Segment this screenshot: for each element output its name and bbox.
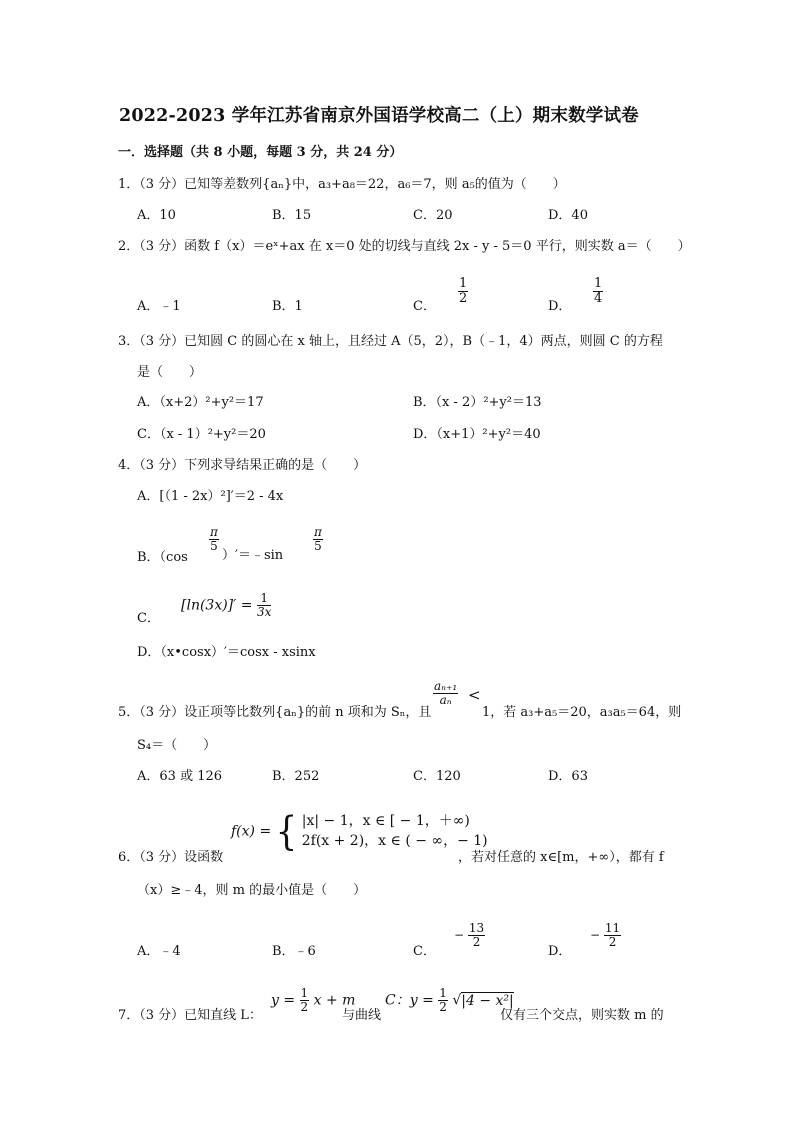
question-5-stem-line1-pre: 5．（3 分）设正项等比数列{aₙ}的前 n 项和为 Sₙ，且 [118,705,432,720]
q4-option-b[interactable]: B．（cos [137,550,188,565]
question-1-stem: 1．（3 分）已知等差数列{aₙ}中，a₃+a₈＝22，a₆＝7，则 a₅的值为（ ） [118,177,566,192]
q1-option-c[interactable]: C．20 [413,208,453,223]
q2-option-a[interactable]: A．﹣1 [137,299,181,314]
question-6-stem-line1-post: ，若对任意的 x∈[m，+∞），都有 f [458,850,664,865]
q1-option-a[interactable]: A．10 [137,208,176,223]
question-6-stem-line2: （x）≥﹣4，则 m 的最小值是（ ） [137,883,367,898]
q3-option-a[interactable]: A．（x+2）²+y²＝17 [137,395,264,410]
q7-curve-formula: C：y = $\frac{1}{2}$ √|4 − x²| [385,986,514,1015]
q6-option-d-fraction: − $\frac{11}{2}$ [590,921,621,950]
q3-option-c[interactable]: C．（x - 1）²+y²＝20 [137,427,266,442]
q4-option-b-mid: ）′＝﹣sin [222,548,284,563]
question-2-stem: 2．（3 分）函数 f（x）＝eˣ+ax 在 x＝0 处的切线与直线 2x - y - 5＝0 平行，则实数 a＝（ ） [118,239,691,254]
q5-ratio-fraction: $\frac{\text{aₙ₊₁}}{\text{aₙ}}$ [434,679,458,708]
section-heading: 一．选择题（共 8 小题，每题 3 分，共 24 分） [118,145,403,160]
q5-option-a[interactable]: A．63 或 126 [137,769,223,784]
q3-option-d[interactable]: D．（x+1）²+y²＝40 [413,427,541,442]
q1-option-b[interactable]: B．15 [272,208,312,223]
q2-option-c-fraction: $\frac{1}{2}$ [459,276,468,307]
q4-b-pi-fraction-2: $\frac{\pi}{5}$ [314,525,322,554]
q4-option-d[interactable]: D．（x•cosx）′＝cosx - xsinx [137,645,316,660]
question-5-stem-line2: S₄＝（ ） [137,738,217,753]
q5-option-c[interactable]: C．120 [413,769,461,784]
q5-less-than: < [468,686,481,704]
q5-option-b[interactable]: B．252 [272,769,320,784]
q6-option-b[interactable]: B．﹣6 [272,944,316,959]
question-7-stem-pre: 7．（3 分）已知直线 L： [118,1008,262,1023]
q2-option-d-fraction: $\frac{1}{4}$ [594,276,603,307]
question-3-stem-line1: 3．（3 分）已知圆 C 的圆心在 x 轴上，且经过 A（5，2），B（﹣1，4）两点，则圆 C 的方程 [118,334,663,349]
q6-piecewise-function: f(x) = { |x| − 1，x ∈ [ − 1，＋∞) 2f(x + 2)，x ∈ ( − ∞，− 1) [231,808,488,855]
q4-option-a[interactable]: A．[（1 - 2x）²]′＝2 - 4x [137,489,284,504]
q6-option-c-fraction: − $\frac{13}{2}$ [454,921,485,950]
q5-option-d[interactable]: D．63 [548,769,588,784]
question-3-stem-line2: 是（ ） [137,365,203,380]
question-7-stem-mid: 与曲线 [342,1008,382,1023]
q6-option-c[interactable]: C． [413,944,436,959]
question-5-stem-line1-post: 1，若 a₃+a₅＝20，a₃a₅＝64，则 [482,705,682,720]
q2-option-d[interactable]: D． [548,299,572,314]
q2-option-b[interactable]: B．1 [272,299,303,314]
q6-option-d[interactable]: D． [548,944,572,959]
q4-b-pi-fraction-1: $\frac{\pi}{5}$ [210,525,218,554]
q1-option-d[interactable]: D．40 [548,208,588,223]
q6-option-a[interactable]: A．﹣4 [137,944,181,959]
q3-option-b[interactable]: B．（x - 2）²+y²＝13 [413,395,542,410]
question-6-stem-line1-pre: 6．（3 分）设函数 [118,850,224,865]
question-4-stem: 4．（3 分）下列求导结果正确的是（ ） [118,458,367,473]
q4-option-c-formula: [ln(3x)]′ = $\frac{1}{3x}$ [181,591,272,620]
q7-line-formula: y = $\frac{1}{2}$ x + m [271,986,356,1015]
q4-option-c[interactable]: C． [137,611,160,626]
q2-option-c[interactable]: C． [413,299,436,314]
page-title: 2022-2023 学年江苏省南京外国语学校高二（上）期末数学试卷 [119,106,639,126]
question-7-stem-post: 仅有三个交点，则实数 m 的 [500,1008,664,1023]
